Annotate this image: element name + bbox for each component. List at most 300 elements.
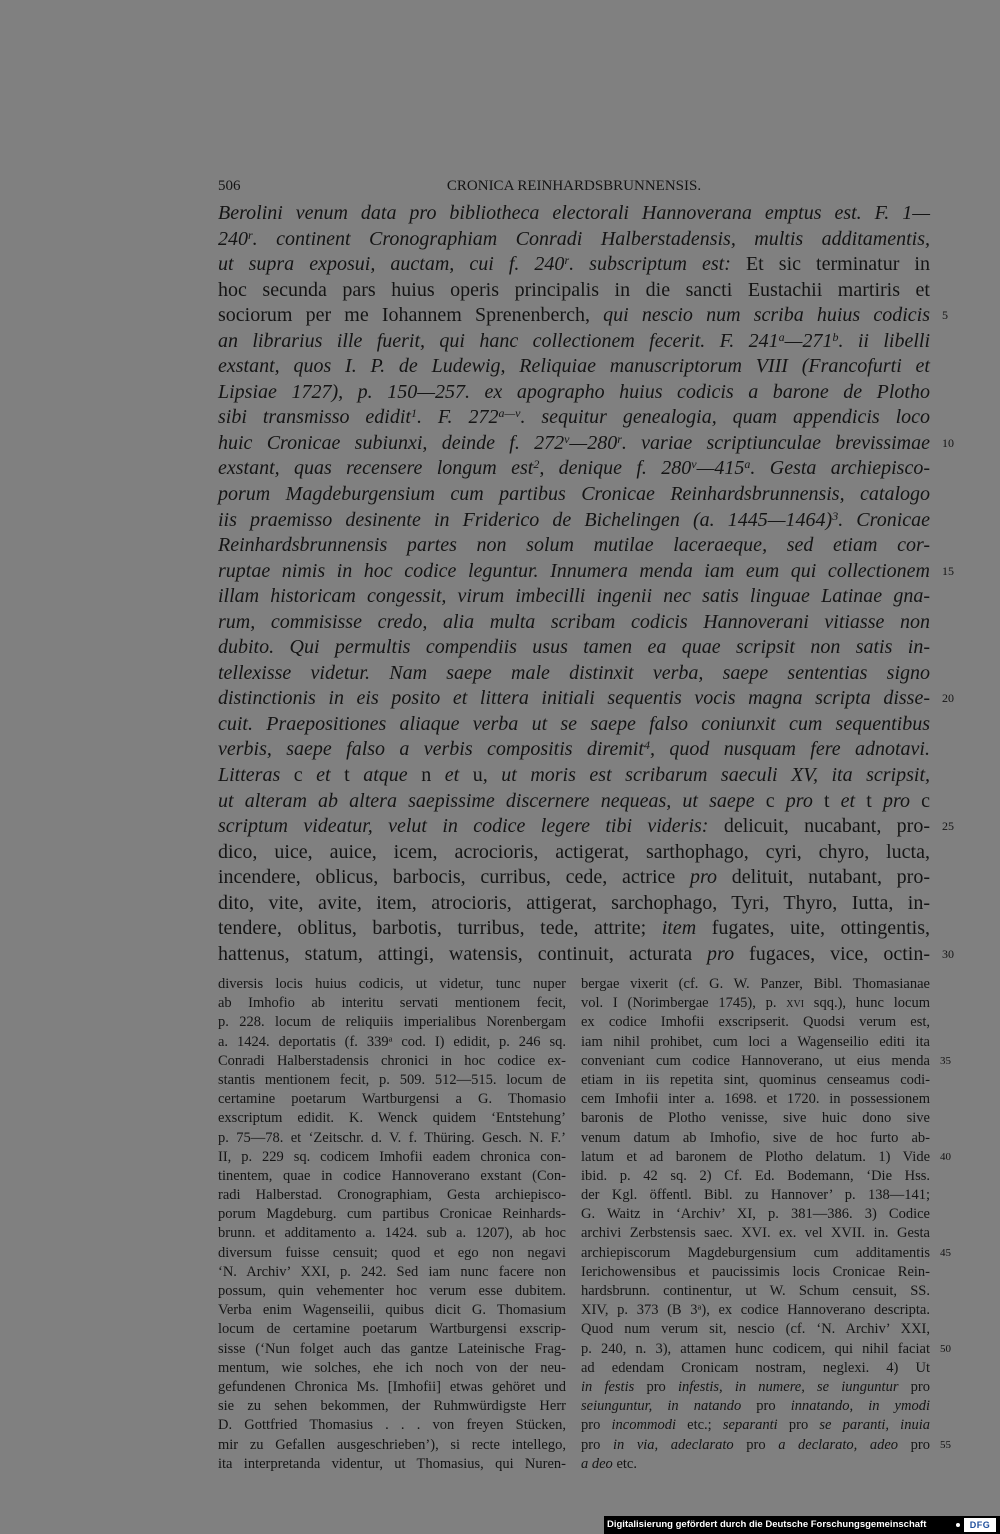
- line-text: [218, 1052, 566, 1071]
- footnotes-right-column: [581, 975, 951, 1474]
- text-segment: dito, vite, avite, item, atrocioris, attigerat, sarchophago, Tyri, Thyro, Iutta, in-: [218, 891, 930, 914]
- footnote-line: [218, 1340, 566, 1359]
- line-text: [218, 508, 930, 534]
- text-segment: item: [661, 917, 697, 940]
- text-segment: XIV, p. 373 (B 3: [581, 1302, 698, 1319]
- line-text: [218, 1224, 566, 1243]
- line-text: [581, 1167, 930, 1186]
- superscript: r: [248, 227, 253, 242]
- footnote-line: [218, 975, 566, 994]
- main-text-line: [218, 508, 930, 534]
- footnote-line: [218, 1244, 566, 1263]
- footnote-line: [581, 1301, 930, 1320]
- footnote-line: [218, 1320, 566, 1339]
- page-header: [218, 176, 930, 196]
- main-text-line: [218, 431, 954, 457]
- text-segment: t: [344, 764, 350, 787]
- main-text-line: [218, 405, 930, 431]
- main-text-line: [218, 942, 954, 968]
- line-text: [581, 1186, 930, 1205]
- line-text: [218, 916, 930, 942]
- footnote-line: [218, 1436, 566, 1455]
- line-text: [218, 942, 930, 968]
- line-text: [218, 1416, 566, 1435]
- text-segment: mentum, wie solches, ehe ich noch von der neu-: [218, 1359, 566, 1376]
- superscript: v: [691, 457, 697, 472]
- line-text: [218, 1205, 566, 1224]
- text-segment: pro: [741, 1398, 791, 1415]
- text-segment: verbis, saepe falso a verbis compositis diremit: [218, 738, 644, 761]
- main-text-line: [218, 635, 930, 661]
- text-segment: . sequitur genealogia, quam appendicis loco: [520, 406, 931, 429]
- text-segment: pro: [581, 1417, 612, 1434]
- line-text: [218, 1359, 566, 1378]
- text-segment: der Kgl. öffentl. Bibl. zu Hannover’ p. 138—141;: [581, 1187, 930, 1204]
- footnote-line: [218, 1033, 566, 1052]
- text-segment: incendere, oblicus, barbocis, curribus, cede, actrice: [218, 866, 690, 889]
- footnote-line: [581, 1013, 930, 1032]
- line-text: [581, 1129, 930, 1148]
- line-number: 50: [940, 1342, 951, 1355]
- text-segment: Conradi Halberstadensis chronici in hoc codice ex-: [218, 1052, 566, 1069]
- text-segment: fugates, uite, ottingentis,: [696, 917, 930, 940]
- text-segment: p. 75—78. et ‘Zeitschr. d. V. f. Thüring. Gesch. N. F.’: [218, 1129, 566, 1146]
- text-segment: diversum fuisse censuit; quod et ego non negavi: [218, 1244, 566, 1261]
- line-text: [218, 891, 930, 917]
- footnote-line: [581, 1224, 930, 1243]
- line-text: [218, 456, 930, 482]
- text-segment: ad edendam Cronicam nostram, neglexi. 4) Ut: [581, 1359, 930, 1376]
- line-text: [218, 1109, 566, 1128]
- line-text: [581, 1033, 930, 1052]
- text-segment: pro: [774, 789, 824, 812]
- text-segment: et: [431, 764, 473, 787]
- text-segment: distinctionis in eis posito et littera initiali sequentis vocis magna scripta disse-: [218, 687, 930, 710]
- text-segment: sqq.), hunc locum: [804, 995, 931, 1012]
- footnote-line: [218, 1378, 566, 1397]
- footnote-line: [581, 1416, 930, 1435]
- text-segment: stantis mentionem fecit, p. 509. 512—515. locum de: [218, 1071, 566, 1088]
- footnote-line: [581, 1359, 930, 1378]
- text-segment: in via, adeclarato: [612, 1436, 734, 1453]
- text-segment: etiam in iis repetita sint, quominus censeamus codi-: [581, 1071, 930, 1088]
- superscript: b: [832, 329, 839, 344]
- footnote-line: [581, 1148, 951, 1167]
- line-number: 35: [940, 1054, 951, 1067]
- line-text: [218, 1033, 566, 1052]
- text-segment: Lipsiae 1727), p. 150—257. ex apographo huius codicis a barone de Plotho: [218, 380, 930, 403]
- text-segment: pro: [898, 1378, 930, 1395]
- main-text-line: [218, 380, 930, 406]
- line-text: [218, 789, 930, 815]
- footnote-line: [218, 1359, 566, 1378]
- text-segment: ruptae nimis in hoc codice leguntur. Innumera menda iam eum qui collectionem: [218, 559, 930, 582]
- footnote-line: [218, 1205, 566, 1224]
- line-text: [218, 661, 930, 687]
- text-segment: delicuit, nucabant, pro-: [723, 815, 930, 838]
- line-text: [581, 1224, 930, 1243]
- text-segment: . Gesta archiepisco-: [750, 457, 930, 480]
- line-number: 55: [940, 1438, 951, 1451]
- text-segment: locum de certamine poetarum Wartburgensi exscrip-: [218, 1321, 566, 1338]
- superscript: 1: [410, 406, 417, 421]
- main-text-line: [218, 584, 930, 610]
- text-segment: sociorum per me Iohannem Sprenenberch,: [218, 304, 590, 327]
- superscript: r: [564, 253, 570, 268]
- main-text-line: [218, 252, 930, 278]
- text-segment: n: [421, 764, 432, 787]
- line-text: [218, 1071, 566, 1090]
- text-segment: cod. I) edidit, p. 246 sq.: [392, 1033, 566, 1050]
- text-segment: tinentem, quae in codice Hannoverano exstant (Con-: [218, 1167, 566, 1184]
- text-segment: possum, quin vehementer hoc verum esse dubitem.: [218, 1283, 566, 1299]
- superscript: v: [564, 431, 570, 446]
- text-segment: p. 228. locum de reliquiis imperialibus Norenbergam: [218, 1014, 566, 1031]
- main-text-line: [218, 840, 930, 866]
- text-segment: . continent Cronographiam Conradi Halberstadensis, multis additamentis,: [252, 227, 930, 250]
- line-text: [218, 1090, 566, 1109]
- line-text: [581, 994, 930, 1013]
- text-segment: —415: [696, 457, 745, 480]
- line-text: [218, 405, 930, 431]
- text-segment: a deo: [581, 1455, 613, 1472]
- footnote-line: [581, 1205, 930, 1224]
- text-segment: pro: [581, 1436, 613, 1453]
- text-segment: hardsbrunn. continentur, ut W. Schum censuit, SS.: [581, 1283, 930, 1299]
- text-segment: exstant, quos I. P. de Ludewig, Reliquiae manuscriptorum VIII (Francofurti et: [218, 355, 930, 378]
- line-text: [581, 1455, 637, 1474]
- footnote-line: [581, 1263, 930, 1282]
- line-text: [218, 1282, 566, 1301]
- footnote-line: [581, 1167, 930, 1186]
- main-text-line: [218, 916, 930, 942]
- text-segment: . F. 272: [416, 406, 499, 429]
- text-segment: a declarato, adeo: [778, 1436, 899, 1453]
- line-text: [218, 1244, 566, 1263]
- text-segment: sisse (‘Nun folget auch das gantze Lateinische Frag-: [218, 1340, 566, 1357]
- line-text: [218, 1455, 566, 1474]
- line-text: [218, 610, 930, 636]
- text-segment: u: [472, 764, 483, 787]
- footnotes-left-column: [218, 975, 566, 1474]
- line-text: [581, 1320, 930, 1339]
- line-text: [218, 1436, 566, 1455]
- main-text-line: [218, 610, 930, 636]
- text-segment: diversis locis huius codicis, ut videtur, tunc nuper: [218, 976, 566, 992]
- line-text: [218, 763, 930, 789]
- text-segment: Et sic terminatur in: [745, 253, 930, 276]
- text-segment: , ut moris est scribarum saeculi XV, ita scripsit,: [482, 764, 931, 787]
- text-segment: exstant, quas recensere longum est: [218, 457, 534, 480]
- text-segment: archivi Zerbstensis saec. XVI. ex. vel XVII. in. Gesta: [581, 1225, 930, 1242]
- line-number: 30: [942, 946, 954, 961]
- footnote-line: [218, 1090, 566, 1109]
- text-segment: c: [921, 789, 931, 812]
- footnote-line: [218, 1167, 566, 1186]
- text-segment: Litteras: [218, 764, 294, 787]
- line-text: [218, 533, 930, 559]
- text-segment: innatando, in ymodi: [790, 1398, 930, 1415]
- text-segment: ab Imhofio ab interitu servati mentionem fecit,: [218, 995, 566, 1012]
- text-segment: pro: [689, 866, 718, 889]
- text-segment: incommodi: [611, 1417, 676, 1434]
- line-text: [581, 1359, 930, 1378]
- line-text: [218, 201, 930, 227]
- text-segment: atque: [349, 764, 422, 787]
- text-segment: 240: [218, 227, 248, 250]
- main-text-line: [218, 303, 948, 329]
- superscript: a: [697, 1301, 702, 1312]
- footnote-line: [218, 1186, 566, 1205]
- line-text: [581, 1282, 930, 1301]
- main-text-line: [218, 227, 930, 253]
- main-text-line: [218, 661, 930, 687]
- superscript: 4: [643, 738, 650, 753]
- line-text: [218, 431, 930, 457]
- line-text: [581, 1436, 930, 1455]
- text-segment: pro: [777, 1417, 820, 1434]
- separator-dot-icon: [956, 1523, 960, 1527]
- footnote-line: [218, 994, 566, 1013]
- main-text-line: [218, 329, 930, 355]
- text-segment: a. 1424. deportatis (f. 339: [218, 1033, 389, 1050]
- text-segment: archiepiscorum Magdeburgensium cum additamentis: [581, 1244, 930, 1261]
- line-text: [218, 737, 930, 763]
- text-segment: —271: [784, 329, 833, 352]
- line-text: [218, 1340, 566, 1359]
- main-text-line: [218, 456, 930, 482]
- footnote-line: [581, 1244, 951, 1263]
- text-segment: latum et ad baronem de Plotho delatum. 1) Vide: [581, 1148, 930, 1165]
- text-segment: p. 240, n. 3), attamen hunc codicem, qui nihil faciat: [581, 1340, 930, 1357]
- text-segment: —280: [569, 431, 618, 454]
- text-segment: ), ex codice Hannoverano descripta.: [701, 1302, 930, 1319]
- footnote-line: [218, 1224, 566, 1243]
- text-segment: ibid. p. 42 sq. 2) Cf. Ed. Bodemann, ‘Die Hss.: [581, 1167, 930, 1184]
- line-text: [218, 1397, 566, 1416]
- text-segment: mir zu Gefallen ausgeschrieben’), si recte intellego,: [218, 1436, 566, 1453]
- text-segment: . Cronicae: [838, 508, 930, 531]
- main-text-line: [218, 891, 930, 917]
- line-text: [218, 686, 930, 712]
- text-segment: c: [765, 789, 775, 812]
- text-segment: c: [293, 764, 303, 787]
- text-segment: bergae vixerit (cf. G. W. Panzer, Bibl. Thomasianae: [581, 976, 930, 992]
- main-text-block: [218, 201, 954, 967]
- main-text-line: [218, 865, 930, 891]
- line-number: 15: [942, 563, 954, 578]
- text-segment: . variae scriptiunculae brevissimae: [621, 431, 930, 454]
- text-segment: etc.: [612, 1455, 637, 1472]
- page-number: 506: [218, 178, 241, 194]
- text-segment: an librarius ille fuerit, qui hanc collectionem fecerit. F. 241: [218, 329, 779, 352]
- footnote-line: [218, 1301, 566, 1320]
- main-text-line: [218, 686, 954, 712]
- main-text-line: [218, 278, 930, 304]
- text-segment: se paranti, inuia: [819, 1417, 930, 1434]
- footnote-line: [218, 1071, 566, 1090]
- line-text: [218, 994, 566, 1013]
- text-segment: sie zu sehen bekommen, der Ruhmwürdigste Herr: [218, 1398, 566, 1415]
- line-text: [218, 303, 930, 329]
- footnote-line: [581, 1436, 951, 1455]
- text-segment: tellexisse videtur. Nam saepe male distinxit verba, saepe sententias signo: [218, 661, 930, 684]
- line-text: [218, 1263, 566, 1282]
- line-text: [218, 1129, 566, 1148]
- text-segment: tendere, oblitus, barbotis, turribus, tede, attrite;: [218, 917, 662, 940]
- text-segment: iis praemisso desinente in Friderico de Bichelingen (a. 1445—1464): [218, 508, 833, 531]
- dfg-logo: DFG: [964, 1518, 996, 1532]
- text-segment: certamine poetarum Wartburgensi a G. Thomasio: [218, 1091, 566, 1108]
- main-text-line: [218, 201, 930, 227]
- superscript: a: [778, 329, 785, 344]
- text-segment: vol. I (Norimbergae 1745), p.: [581, 995, 787, 1012]
- text-segment: conveniant cum codice Hannoverano, ut eius menda: [581, 1052, 930, 1069]
- text-segment: hoc secunda pars huius operis principalis in die sancti Eustachii martiris et: [218, 278, 930, 301]
- text-segment: D. Gottfried Thomasius . . . von freyen Stücken,: [218, 1417, 566, 1434]
- main-text-line: [218, 789, 930, 815]
- text-segment: ex codice Imhofii exscripserit. Quodsi verum est,: [581, 1014, 930, 1031]
- main-text-line: [218, 482, 930, 508]
- footnote-line: [218, 1282, 566, 1301]
- footnote-line: [218, 1455, 566, 1474]
- text-segment: venum datum ab Imhofio, sive de hoc furto ab-: [581, 1129, 930, 1146]
- main-text-line: [218, 712, 930, 738]
- text-segment: radi Halberstad. Cronographiam, Gesta archiepisco-: [218, 1187, 566, 1204]
- text-segment: xvi: [786, 995, 805, 1012]
- line-text: [218, 380, 930, 406]
- line-text: [218, 559, 930, 585]
- line-text: [218, 1148, 566, 1167]
- funding-notice: Digitalisierung gefördert durch die Deutsche Forschungsgemeinschaft: [607, 1519, 927, 1530]
- text-segment: , quod nusquam fere adnotavi.: [649, 738, 930, 761]
- line-number: 40: [940, 1150, 951, 1163]
- main-text-line: [218, 559, 954, 585]
- superscript: a—v: [498, 406, 521, 421]
- superscript: 2: [533, 457, 540, 472]
- line-text: [218, 1301, 566, 1320]
- line-text: [581, 1090, 930, 1109]
- text-segment: cuit. Praepositiones aliaque verba ut se saepe falso coniunxit cum sequentibus: [218, 712, 930, 735]
- text-segment: ‘N. Archiv’ XXI, p. 242. Sed iam nunc facere non: [218, 1263, 566, 1280]
- text-segment: pro: [898, 1436, 930, 1453]
- footnote-line: [581, 1090, 930, 1109]
- footnote-line: [581, 1186, 930, 1205]
- text-segment: illam historicam congessit, virum imbecilli ingenii nec satis linguae Latinae gna-: [218, 585, 930, 608]
- line-text: [218, 329, 930, 355]
- text-segment: pro: [733, 1436, 779, 1453]
- text-segment: et: [829, 789, 867, 812]
- main-text-line: [218, 354, 930, 380]
- text-segment: Reinhardsbrunnensis partes non solum mutilae laceraeque, sed etiam cor-: [218, 534, 930, 557]
- text-segment: dico, uice, auice, icem, acrocioris, actigerat, sarthophago, cyri, chyro, lucta,: [218, 840, 930, 863]
- text-segment: delituit, nutabant, pro-: [717, 866, 930, 889]
- main-text-line: [218, 814, 954, 840]
- text-segment: iam nihil prohibet, cum loci a Wagenseilio editi ita: [581, 1033, 930, 1050]
- line-text: [218, 865, 930, 891]
- superscript: r: [617, 431, 622, 446]
- text-segment: hattenus, statum, attingi, watensis, continuit, acturata: [218, 942, 708, 965]
- line-text: [581, 1244, 930, 1263]
- line-text: [218, 1186, 566, 1205]
- line-text: [581, 1397, 930, 1416]
- line-text: [581, 1071, 930, 1090]
- line-text: [218, 635, 930, 661]
- main-text-line: [218, 533, 930, 559]
- line-text: [581, 975, 930, 994]
- footnote-line: [218, 1263, 566, 1282]
- line-text: [218, 482, 930, 508]
- line-text: [218, 1378, 566, 1397]
- text-segment: rum, commisisse credo, alia multa scribam codicis Hannoverani vitiasse non: [218, 610, 930, 633]
- line-text: [581, 1263, 930, 1282]
- text-segment: dubito. Qui permultis compendiis usus tamen ea quae scripsit non satis in-: [218, 636, 930, 659]
- footnote-line: [218, 1416, 566, 1435]
- footnote-line: [581, 1109, 930, 1128]
- line-text: [218, 278, 930, 304]
- text-segment: qui nescio num scriba huius codicis: [589, 304, 930, 327]
- footnote-line: [581, 975, 930, 994]
- footnote-line: [581, 1282, 930, 1301]
- text-segment: gefundenen Chronica Ms. [Imhofii] etwas gehöret und: [218, 1378, 566, 1395]
- footnote-line: [218, 1397, 566, 1416]
- footnote-line: [581, 1378, 930, 1397]
- text-segment: fugaces, vice, octin-: [734, 942, 930, 965]
- line-text: [581, 1148, 930, 1167]
- text-segment: exscriptum edidit. K. Wenck quidem ‘Entstehung’: [218, 1110, 566, 1127]
- line-text: [218, 814, 930, 840]
- text-segment: sibi transmisso edidit: [218, 406, 411, 429]
- text-segment: Quod num verum sit, nescio (cf. ‘N. Archiv’ XXI,: [581, 1321, 930, 1338]
- footnote-line: [581, 1071, 930, 1090]
- footnote-line: [581, 1033, 930, 1052]
- line-text: [581, 1301, 930, 1320]
- line-text: [218, 1167, 566, 1186]
- text-segment: Berolini venum data pro bibliotheca electorali Hannoverana emptus est. F. 1—: [218, 202, 930, 224]
- footnote-line: [218, 1052, 566, 1071]
- line-text: [581, 1416, 930, 1435]
- text-segment: II, p. 229 sq. codicem Imhofii eadem chronica con-: [218, 1148, 566, 1165]
- line-text: [218, 584, 930, 610]
- line-text: [218, 252, 930, 278]
- footnote-line: [581, 1397, 930, 1416]
- text-segment: , denique f. 280: [539, 457, 692, 480]
- text-segment: t: [823, 789, 830, 812]
- text-segment: seiunguntur, in natando: [581, 1398, 742, 1415]
- line-text: [581, 1378, 930, 1397]
- line-text: [581, 1013, 930, 1032]
- line-text: [218, 712, 930, 738]
- footnote-line: [218, 1148, 566, 1167]
- line-text: [218, 840, 930, 866]
- line-text: [581, 1052, 930, 1071]
- main-text-line: [218, 763, 930, 789]
- text-segment: G. Waitz in ‘Archiv’ XI, p. 381—386. 3) Codice: [581, 1206, 930, 1223]
- line-text: [218, 354, 930, 380]
- text-segment: cem Imhofii inter a. 1698. et 1720. in possessionem: [581, 1091, 930, 1108]
- footnote-line: [581, 1129, 930, 1148]
- text-segment: porum Magdeburgensium cum partibus Cronicae Reinhardsbrunnensis, catalogo: [218, 483, 930, 506]
- text-segment: separanti: [722, 1417, 778, 1434]
- text-segment: ut supra exposui, auctam, cui f. 240: [218, 253, 565, 276]
- text-segment: et: [302, 764, 345, 787]
- text-segment: ut alteram ab altera saepissime discernere nequeas, ut saepe: [218, 789, 766, 812]
- superscript: a: [744, 457, 751, 472]
- line-number: 20: [942, 691, 954, 706]
- text-segment: . subscriptum est:: [569, 253, 746, 276]
- line-text: [218, 1320, 566, 1339]
- digitization-footer: [604, 1516, 1000, 1534]
